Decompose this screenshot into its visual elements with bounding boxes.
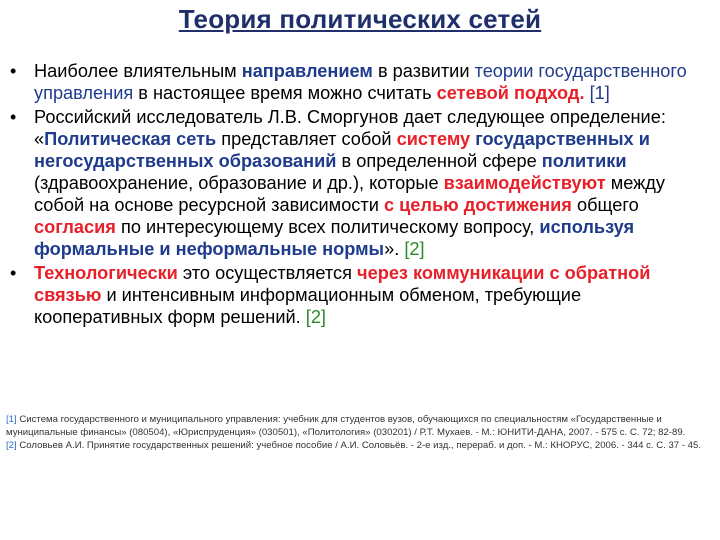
bullet-marker: • (10, 61, 17, 81)
bullet-item-1 (8, 60, 698, 104)
highlight-term: сетевой подход. (436, 83, 585, 103)
bullet-marker: • (10, 107, 17, 127)
highlight-term: государственных и негосударственных образований (34, 129, 650, 171)
bullet-list (8, 60, 698, 330)
footnote-text: Система государственного и муниципального управления: учебник для студентов вузов, обучающихся по специальностям «Государственные и муниципальные финансы» (080504), «Юриспруденция» (030501), «Политология» (030201) / Р.Т. Мухаев. - М.: ЮНИТИ-ДАНА, 2007. - 575 с. С. 72; 82-89. (6, 414, 686, 438)
reference-link[interactable]: [1] (589, 83, 610, 103)
footnotes (6, 413, 714, 452)
text-segment: в развитии (372, 61, 475, 81)
highlight-term: политики (541, 151, 627, 171)
footnote-text: Соловьев А.И. Принятие государственных решений: учебное пособие / А.И. Соловьёв. - 2-е изд., перераб. и доп. - М.: КНОРУС, 2006. - 344 с. С. 37 - 45. (16, 440, 702, 451)
text-segment: в настоящее время можно считать (133, 83, 437, 103)
text-segment: ». (384, 239, 405, 259)
text-segment: Наиболее влиятельным (34, 61, 242, 81)
page-title: Теория политических сетей (178, 4, 542, 34)
footnote-ref[interactable]: [2] (6, 440, 17, 451)
bullet-item-2 (8, 106, 698, 260)
footnote-1 (6, 413, 714, 439)
text-segment: представляет собой (216, 129, 397, 149)
highlight-term: взаимодействуют (443, 173, 606, 193)
highlight-term: Политическая сеть (44, 129, 217, 149)
highlight-term: направлением (241, 61, 373, 81)
highlight-term: используя формальные и неформальные нормы (34, 217, 635, 259)
text-segment: и интенсивным информационным обменом, требующие кооперативных форм решений. (34, 285, 582, 327)
text-segment: общего (571, 195, 639, 215)
footnote-2 (6, 439, 714, 452)
text-segment: это осуществляется (177, 263, 358, 283)
reference-link[interactable]: [2] (305, 307, 326, 327)
text-segment: между собой на основе ресурсной зависимости (34, 173, 666, 215)
footnote-ref[interactable]: [1] (6, 414, 17, 425)
reference-link[interactable]: [2] (404, 239, 425, 259)
highlight-term: с целью достижения (383, 195, 572, 215)
highlight-term: согласия (34, 217, 116, 237)
text-segment: по интересующему всех политическому вопросу, (115, 217, 540, 237)
highlight-term: теории государственного управления (34, 61, 687, 103)
highlight-term: через коммуникации с обратной связью (34, 263, 651, 305)
bullet-item-3 (8, 262, 698, 328)
text-segment: (здравоохранение, образование и др.), которые (34, 173, 444, 193)
highlight-term: Технологически (34, 263, 178, 283)
text-segment: Российский исследователь Л.В. Сморгунов дает следующее определение: « (34, 107, 666, 149)
text-segment: в определенной сфере (336, 151, 542, 171)
highlight-term: систему (396, 129, 471, 149)
bullet-marker: • (10, 263, 17, 283)
